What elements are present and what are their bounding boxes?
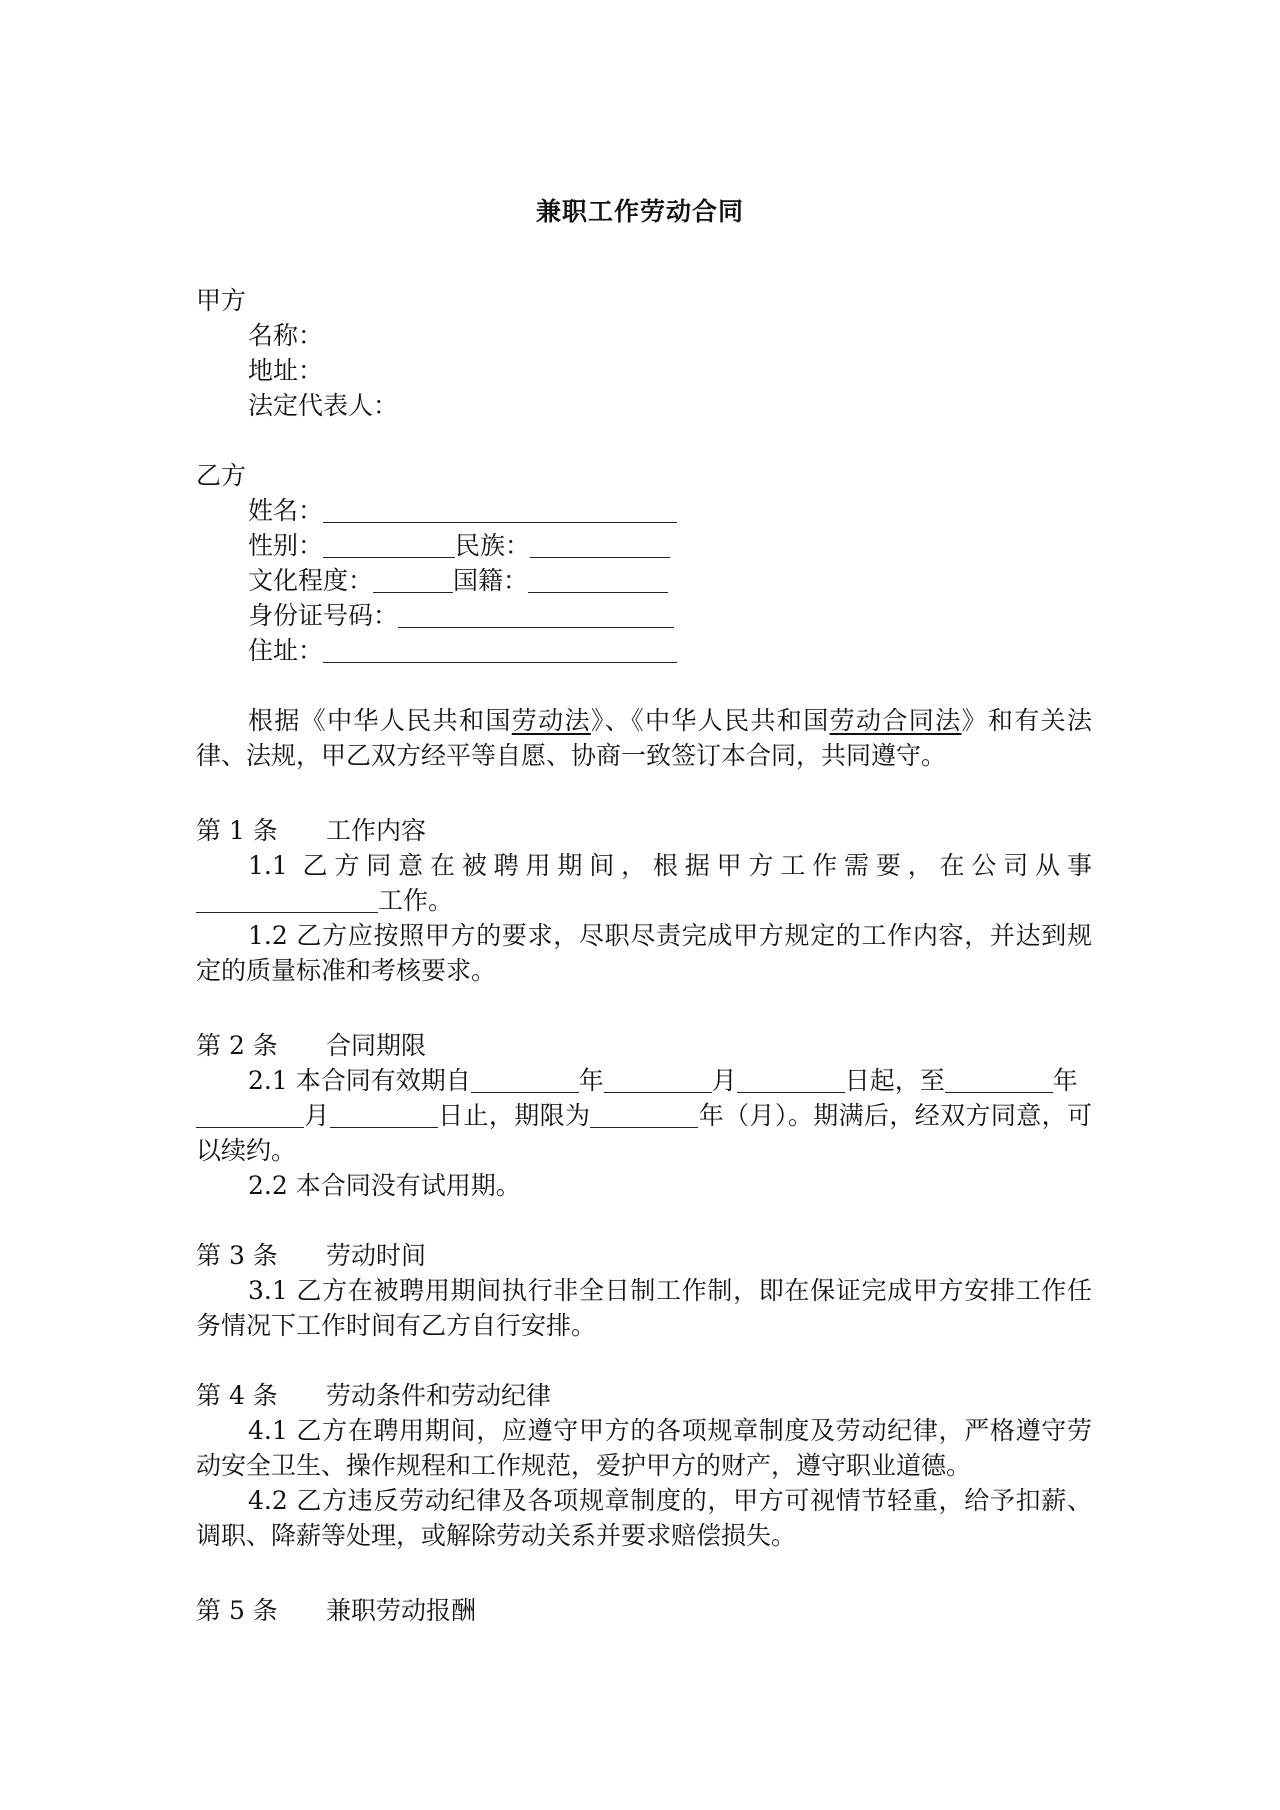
party-b-heading: 乙方 [196, 461, 247, 490]
article-2-month-label: 月 [711, 1066, 737, 1095]
party-a-name-label: 名称： [248, 321, 324, 350]
article-1-clause-1-text: 1.1 乙方同意在被聘用期间，根据甲方工作需要，在公司从事 [248, 851, 1092, 880]
article-4-clause-2-text: 4.2 乙方违反劳动纪律及各项规章制度的，甲方可视情节轻重，给予扣薪、调职、降薪等处理，或解除劳动关系并要求赔偿损失。 [196, 1486, 1092, 1550]
party-b-address-blank[interactable] [323, 638, 677, 663]
party-b-nationality-blank[interactable] [528, 568, 668, 593]
article-2-period-label: 年（月）。期满后，经双方同意，可以续约。 [196, 1101, 1092, 1165]
party-b-address-row [248, 633, 677, 668]
labor-contract-law-link: 劳动合同法 [829, 706, 962, 735]
article-2-clause-2 [196, 1168, 1092, 1203]
article-2-year-label: 年 [578, 1066, 604, 1095]
party-b-gender-row [248, 528, 670, 563]
party-a-heading: 甲方 [196, 286, 247, 315]
party-b-ethnicity-blank[interactable] [530, 533, 670, 558]
article-2-title: 合同期限 [326, 1031, 427, 1060]
preamble-text-1: 根据《中华人民共和国 [248, 706, 512, 735]
party-b-ethnicity-label: 民族： [455, 531, 531, 560]
party-b-address-label: 住址： [248, 636, 324, 665]
article-2-day-start-label: 日起，至 [844, 1066, 945, 1095]
preamble-paragraph [196, 703, 1092, 773]
article-2-year2-label: 年 [1052, 1066, 1078, 1095]
article-3-clause-1 [196, 1273, 1092, 1343]
article-2-day-end-label: 日止，期限为 [437, 1101, 591, 1130]
article-2-clause-2-text: 2.2 本合同没有试用期。 [248, 1171, 521, 1200]
article-4-heading [196, 1378, 551, 1413]
article-2-end-day-blank[interactable] [330, 1103, 438, 1128]
article-1-clause-1-end: 工作。 [378, 886, 454, 915]
party-b-education-row [248, 563, 668, 598]
party-b-id-blank[interactable] [398, 603, 674, 628]
article-1-job-blank[interactable] [196, 888, 378, 913]
article-3-label: 第 3 条 [196, 1241, 278, 1270]
article-3-title: 劳动时间 [326, 1241, 427, 1270]
party-b-id-row [248, 598, 674, 633]
article-4-clause-2 [196, 1483, 1092, 1553]
article-4-label: 第 4 条 [196, 1381, 278, 1410]
article-2-end-month-blank[interactable] [196, 1103, 304, 1128]
preamble-text-3: 》和有关法律、法规，甲乙双方经平等自愿、协商一致签订本合同，共同遵守。 [196, 706, 1092, 770]
document-title: 兼职工作劳动合同 [535, 197, 744, 226]
article-1-clause-2 [196, 918, 1092, 988]
article-4-title: 劳动条件和劳动纪律 [326, 1381, 552, 1410]
article-2-month2-label: 月 [304, 1101, 330, 1130]
party-b-name-row [248, 493, 677, 528]
labor-law-link: 劳动法 [511, 706, 591, 735]
article-5-heading [196, 1593, 476, 1628]
article-3-clause-1-text: 3.1 乙方在被聘用期间执行非全日制工作制，即在保证完成甲方安排工作任务情况下工作时间有乙方自行安排。 [196, 1276, 1092, 1340]
article-1-heading [196, 813, 426, 848]
article-1-clause-1 [196, 848, 1092, 918]
party-b-gender-label: 性别： [248, 531, 324, 560]
article-2-heading [196, 1028, 426, 1063]
article-2-start-year-blank[interactable] [471, 1068, 579, 1093]
party-b-name-blank[interactable] [323, 498, 677, 523]
party-a-rep-label: 法定代表人： [248, 391, 399, 420]
party-b-nationality-label: 国籍： [453, 566, 529, 595]
article-1-label: 第 1 条 [196, 816, 278, 845]
party-b-education-blank[interactable] [373, 568, 453, 593]
party-b-name-label: 姓名： [248, 496, 324, 525]
article-2-start-month-blank[interactable] [604, 1068, 712, 1093]
article-2-end-year-blank[interactable] [945, 1068, 1053, 1093]
article-2-start-day-blank[interactable] [737, 1068, 845, 1093]
article-2-clause-1 [196, 1063, 1092, 1168]
article-3-heading [196, 1238, 426, 1273]
preamble-text-2: 》、《中华人民共和国 [590, 706, 830, 735]
article-1-title: 工作内容 [326, 816, 427, 845]
article-1-clause-2-text: 1.2 乙方应按照甲方的要求，尽职尽责完成甲方规定的工作内容，并达到规定的质量标准和考核要求。 [196, 921, 1092, 985]
article-4-clause-1 [196, 1413, 1092, 1483]
party-a-address-label: 地址： [248, 356, 324, 385]
article-2-label: 第 2 条 [196, 1031, 278, 1060]
party-b-gender-blank[interactable] [323, 533, 455, 558]
article-2-period-blank[interactable] [590, 1103, 698, 1128]
article-5-title: 兼职劳动报酬 [326, 1596, 477, 1625]
article-4-clause-1-text: 4.1 乙方在聘用期间，应遵守甲方的各项规章制度及劳动纪律，严格遵守劳动安全卫生、操作规程和工作规范，爱护甲方的财产，遵守职业道德。 [196, 1416, 1092, 1480]
article-2-clause-1-text: 2.1 本合同有效期自 [248, 1066, 471, 1095]
party-b-id-label: 身份证号码： [248, 601, 399, 630]
party-b-education-label: 文化程度： [248, 566, 374, 595]
article-5-label: 第 5 条 [196, 1596, 278, 1625]
